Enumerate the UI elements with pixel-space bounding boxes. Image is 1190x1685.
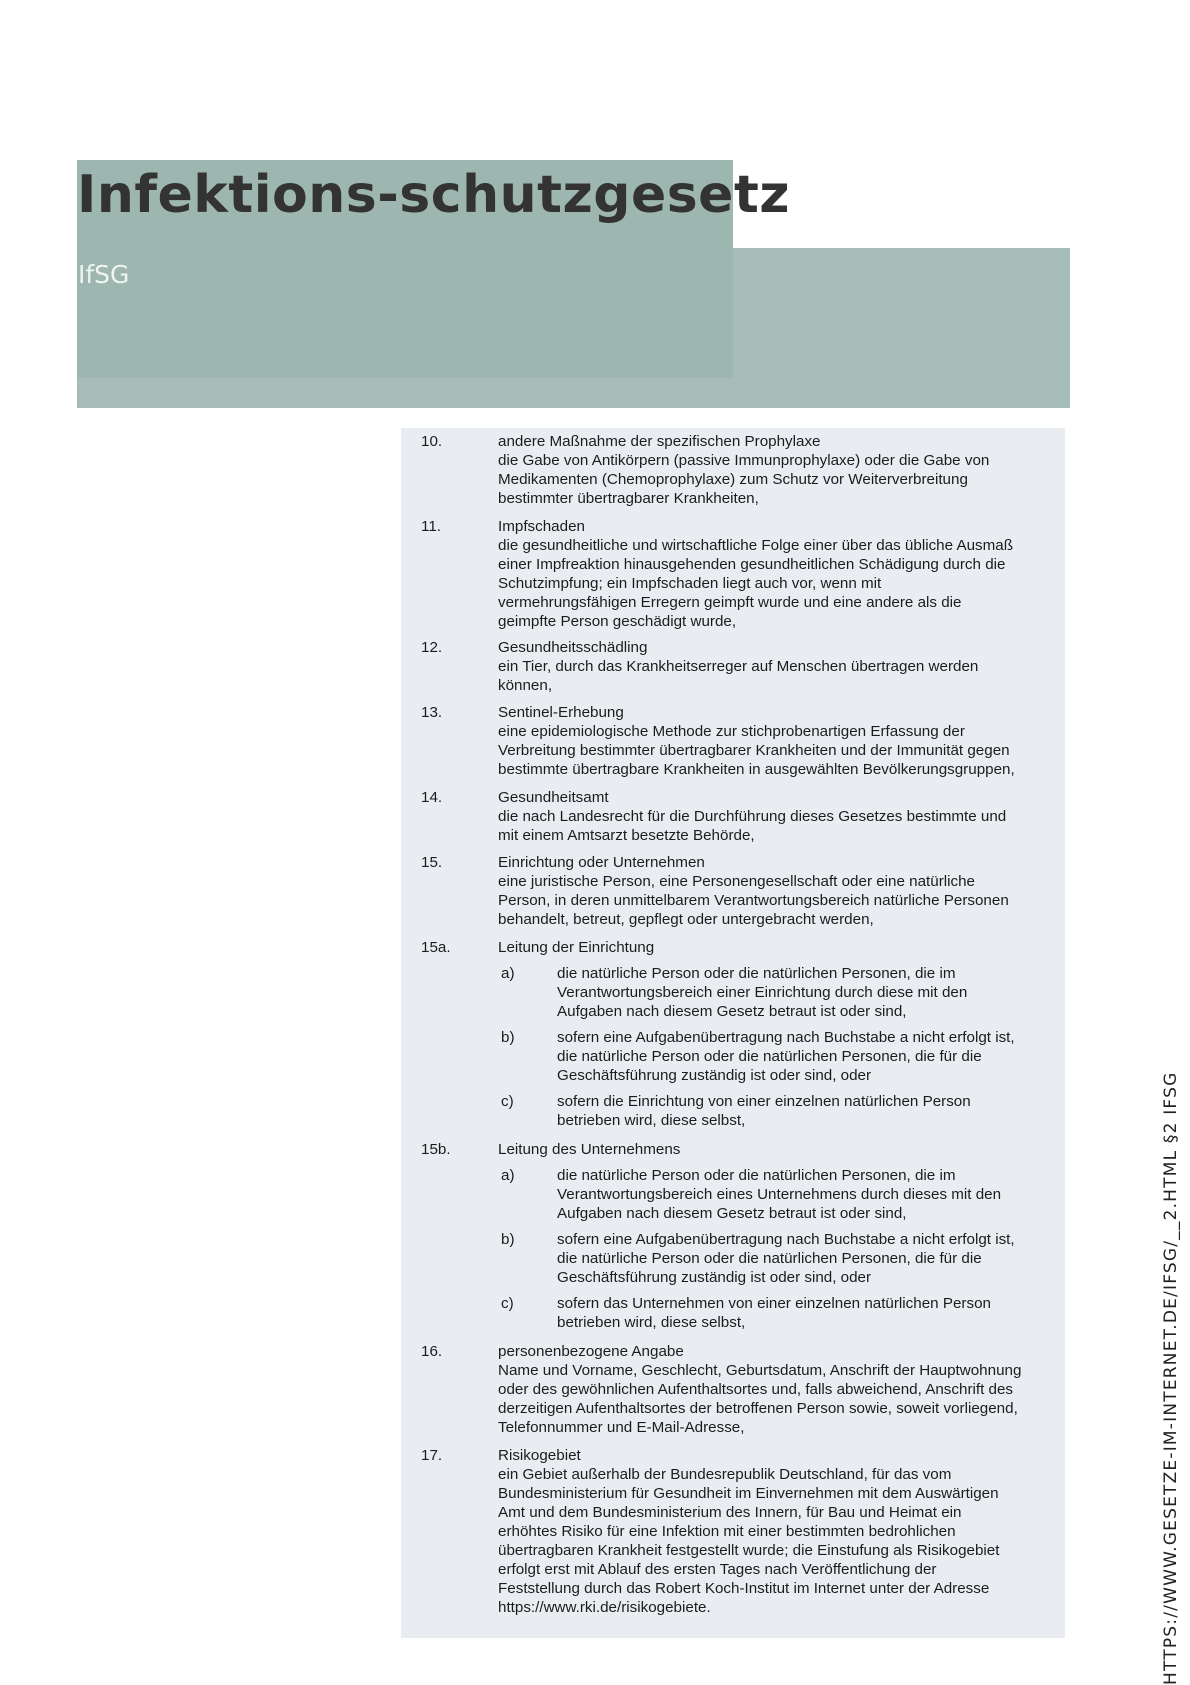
entry-line: erhöhtes Risiko für eine Infektion mit einer bestimmten bedrohlichen xyxy=(498,1523,956,1540)
sub-item-letter: c) xyxy=(501,1295,514,1312)
entry-line: einer Impfreaktion hinausgehenden gesundheitlichen Schädigung durch die xyxy=(498,556,1006,573)
entry-line: eine epidemiologische Methode zur stichprobenartigen Erfassung der xyxy=(498,723,965,740)
sub-item-line: die natürliche Person oder die natürlichen Personen, die für die xyxy=(557,1048,982,1065)
entry-term: Leitung des Unternehmens xyxy=(498,1141,681,1158)
sub-item xyxy=(498,1092,1051,1130)
entry-line: Person, in deren unmittelbarem Verantwortungsbereich natürliche Personen xyxy=(498,892,1009,909)
sub-item-letter: a) xyxy=(501,965,515,982)
entry-line: Bundesministerium für Gesundheit im Einvernehmen mit dem Auswärtigen xyxy=(498,1485,999,1502)
entry-number: 11. xyxy=(421,518,441,535)
entry-line: oder des gewöhnlichen Aufenthaltsortes und, falls abweichend, Anschrift des xyxy=(498,1381,1014,1398)
entry-term: andere Maßnahme der spezifischen Prophylaxe xyxy=(498,433,821,450)
definition-entry xyxy=(421,1446,1051,1617)
entry-line: behandelt, betreut, gepflegt oder untergebracht werden, xyxy=(498,911,874,928)
sub-item xyxy=(498,1230,1051,1287)
sub-item-letter: b) xyxy=(501,1231,515,1248)
entry-line: Telefonnummer und E-Mail-Adresse, xyxy=(498,1419,745,1436)
entry-number: 13. xyxy=(421,704,443,721)
entry-number: 15. xyxy=(421,854,443,871)
entry-term: Impfschaden xyxy=(498,518,585,535)
definition-entry xyxy=(421,517,1051,631)
entry-line: bestimmte übertragbare Krankheiten in ausgewählten Bevölkerungsgruppen, xyxy=(498,761,1015,778)
sub-item-letter: b) xyxy=(501,1029,515,1046)
sub-item xyxy=(498,964,1051,1021)
entry-line: vermehrungsfähigen Erregern geimpft wurde und eine andere als die xyxy=(498,594,962,611)
definition-entry xyxy=(421,703,1051,779)
sub-item-letter: c) xyxy=(501,1093,514,1110)
entry-line: geimpfte Person geschädigt wurde, xyxy=(498,613,737,630)
sub-item-line: sofern das Unternehmen von einer einzelnen natürlichen Person xyxy=(557,1295,991,1312)
entry-line: eine juristische Person, eine Personengesellschaft oder eine natürliche xyxy=(498,873,976,890)
sub-item-line: die natürliche Person oder die natürlichen Personen, die im xyxy=(557,1167,956,1184)
sub-item-line: Aufgaben nach diesem Gesetz betraut ist oder sind, xyxy=(557,1003,907,1020)
sub-item-line: sofern eine Aufgabenübertragung nach Buchstabe a nicht erfolgt ist, xyxy=(557,1029,1015,1046)
source-url-label: HTTPS://WWW.GESETZE-IM-INTERNET.DE/IFSG/__2.HTML §2 IFSG xyxy=(1161,1071,1181,1685)
sub-item-line: Verantwortungsbereich eines Unternehmens durch dieses mit den xyxy=(557,1186,1002,1203)
entry-number: 12. xyxy=(421,639,443,656)
entry-line: Amt und dem Bundesministerium des Innern, für Bau und Heimat ein xyxy=(498,1504,962,1521)
entry-term: personenbezogene Angabe xyxy=(498,1343,684,1360)
entry-line: die gesundheitliche und wirtschaftliche Folge einer über das übliche Ausmaß xyxy=(498,537,1013,554)
sub-item xyxy=(498,1294,1051,1332)
entry-line: bestimmter übertragbarer Krankheiten, xyxy=(498,490,759,507)
entry-line: derzeitigen Aufenthaltsortes der betroffenen Person sowie, soweit vorliegend, xyxy=(498,1400,1018,1417)
sub-item-line: die natürliche Person oder die natürlichen Personen, die im xyxy=(557,965,956,982)
sub-item-line: Aufgaben nach diesem Gesetz betraut ist oder sind, xyxy=(557,1205,907,1222)
sub-item-line: Geschäftsführung zuständig ist oder sind, oder xyxy=(557,1269,872,1286)
definition-entry xyxy=(421,938,1051,1130)
entry-line: Verbreitung bestimmter übertragbarer Krankheiten und der Immunität gegen xyxy=(498,742,1010,759)
sub-item-line: Verantwortungsbereich einer Einrichtung durch diese mit den xyxy=(557,984,968,1001)
entry-line: https://www.rki.de/risikogebiete. xyxy=(498,1599,711,1616)
definition-entry xyxy=(421,853,1051,929)
entry-line: erfolgt erst mit Ablauf des ersten Tages nach Veröffentlichung der xyxy=(498,1561,937,1578)
definition-entry xyxy=(421,432,1051,508)
entry-term: Gesundheitsschädling xyxy=(498,639,648,656)
entry-line: Medikamenten (Chemoprophylaxe) zum Schutz vor Weiterverbreitung xyxy=(498,471,968,488)
definition-entry xyxy=(421,1140,1051,1332)
page-subtitle: IfSG xyxy=(78,260,130,289)
entry-number: 15b. xyxy=(421,1141,451,1158)
entry-line: mit einem Amtsarzt besetzte Behörde, xyxy=(498,827,755,844)
entry-line: die nach Landesrecht für die Durchführung dieses Gesetzes bestimmte und xyxy=(498,808,1007,825)
entry-line: ein Gebiet außerhalb der Bundesrepublik Deutschland, für das vom xyxy=(498,1466,952,1483)
sub-item-line: Geschäftsführung zuständig ist oder sind, oder xyxy=(557,1067,872,1084)
sub-item xyxy=(498,1028,1051,1085)
entry-number: 10. xyxy=(421,433,443,450)
sub-item-letter: a) xyxy=(501,1167,515,1184)
law-excerpt-panel xyxy=(401,428,1065,1638)
definition-entry xyxy=(421,1342,1051,1437)
entry-term: Leitung der Einrichtung xyxy=(498,939,655,956)
entry-line: Schutzimpfung; ein Impfschaden liegt auch vor, wenn mit xyxy=(498,575,882,592)
entry-number: 16. xyxy=(421,1343,443,1360)
definition-entry xyxy=(421,788,1051,845)
sub-item xyxy=(498,1166,1051,1223)
sub-item-line: sofern eine Aufgabenübertragung nach Buchstabe a nicht erfolgt ist, xyxy=(557,1231,1015,1248)
entry-number: 15a. xyxy=(421,939,451,956)
entry-term: Gesundheitsamt xyxy=(498,789,609,806)
definition-entry xyxy=(421,638,1051,695)
entry-number: 14. xyxy=(421,789,443,806)
entry-term: Risikogebiet xyxy=(498,1447,581,1464)
sub-item-line: sofern die Einrichtung von einer einzelnen natürlichen Person xyxy=(557,1093,971,1110)
sub-item-line: betrieben wird, diese selbst, xyxy=(557,1112,746,1129)
page-title: Infektions-schutzgesetz xyxy=(77,165,791,225)
entry-line: übertragbaren Krankheit festgestellt wurde; die Einstufung als Risikogebiet xyxy=(498,1542,1000,1559)
entry-line: Feststellung durch das Robert Koch-Institut im Internet unter der Adresse xyxy=(498,1580,990,1597)
entry-line: ein Tier, durch das Krankheitserreger auf Menschen übertragen werden xyxy=(498,658,979,675)
entry-term: Einrichtung oder Unternehmen xyxy=(498,854,705,871)
sub-item-line: betrieben wird, diese selbst, xyxy=(557,1314,746,1331)
entry-term: Sentinel-Erhebung xyxy=(498,704,624,721)
entry-line: Name und Vorname, Geschlecht, Geburtsdatum, Anschrift der Hauptwohnung xyxy=(498,1362,1022,1379)
entry-number: 17. xyxy=(421,1447,443,1464)
sub-item-line: die natürliche Person oder die natürlichen Personen, die für die xyxy=(557,1250,982,1267)
entry-line: die Gabe von Antikörpern (passive Immunprophylaxe) oder die Gabe von xyxy=(498,452,990,469)
entry-line: können, xyxy=(498,677,553,694)
